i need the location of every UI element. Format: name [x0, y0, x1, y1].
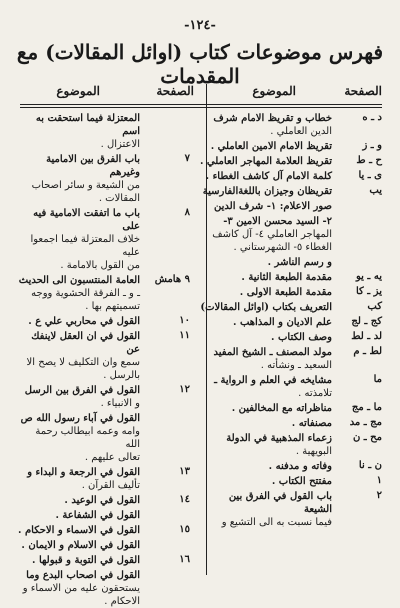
index-entry	[198, 475, 382, 488]
index-entry	[18, 207, 190, 272]
entry-topic	[198, 475, 332, 488]
entry-topic-line: السعيد ـ ونشأته .	[260, 360, 332, 371]
entry-topic-line: القول في محاربي علي ع .	[28, 316, 140, 327]
entry-topic	[198, 200, 332, 213]
entry-page-ref: يب	[369, 185, 382, 196]
index-entry	[198, 374, 382, 400]
index-entry	[198, 432, 382, 458]
entry-topic-line: القول في آباء رسول الله ص	[20, 413, 140, 424]
entry-topic	[198, 331, 332, 344]
entry-topic	[198, 140, 332, 153]
entry-topic-line: مشايخه في العلم و الرواية ـ	[214, 375, 332, 386]
index-entry	[18, 274, 190, 313]
index-column-right	[198, 112, 382, 529]
entry-topic	[198, 490, 332, 529]
index-entry	[18, 384, 190, 410]
entry-page-ref: ١٢	[179, 384, 190, 395]
entry-topic-line: خلاف المعتزلة فيما اجمعوا عليه	[30, 234, 140, 258]
header-rule	[20, 104, 382, 105]
entry-topic	[18, 494, 140, 507]
entry-topic-line: من الشيعة و سائر اصحاب	[31, 180, 140, 191]
entry-topic-line: الدين العاملي .	[270, 126, 332, 137]
entry-topic	[198, 286, 332, 299]
entry-topic	[198, 170, 332, 183]
entry-topic-line: الغطاء ٥- الشهرستاني .	[233, 242, 332, 253]
entry-topic	[198, 432, 332, 458]
entry-topic-line: القول في التوبة و قبولها .	[32, 555, 140, 566]
entry-topic	[18, 466, 140, 492]
index-column-left	[18, 112, 190, 608]
entry-topic-line: مصنفاته .	[291, 418, 332, 429]
entry-topic-line: القول في اصحاب البدع وما	[26, 570, 140, 581]
entry-topic	[18, 569, 140, 608]
entry-page-ref: ١٣	[179, 466, 190, 477]
index-entry	[18, 539, 190, 552]
index-entry	[18, 330, 190, 382]
index-entry	[198, 271, 382, 284]
entry-page-ref: مح ـ ن	[352, 432, 382, 443]
entry-topic-line: تقريظ الامام الامين العاملي .	[210, 141, 332, 152]
entry-topic-line: من القول بالامامة .	[60, 260, 140, 271]
entry-page-ref: لد ـ لط	[351, 331, 382, 342]
index-entry	[18, 466, 190, 492]
entry-page-ref: ن ـ نا	[358, 460, 382, 471]
entry-topic-line: مقدمة الطبعة الاولى .	[239, 287, 332, 298]
entry-topic	[18, 384, 140, 410]
entry-topic-line: زعماء المذهبية في الدولة	[226, 433, 332, 444]
entry-topic-line: القول في الوعيد .	[64, 495, 140, 506]
entry-topic	[198, 417, 332, 430]
entry-topic-line: ـ و ـ الفرقة الحشوية ووجه	[31, 288, 140, 299]
entry-page-ref: ح ـ ط	[356, 155, 382, 166]
entry-page-ref: ى ـ يا	[358, 170, 382, 181]
entry-topic-line: تلامذته .	[298, 388, 332, 399]
entry-topic-line: وامه وعمه ابيطالب رحمة الله	[35, 426, 140, 450]
entry-page-ref: ١٠	[179, 315, 190, 326]
header-topic-left: الموضوع	[56, 84, 100, 98]
entry-topic	[18, 554, 140, 567]
entry-topic-line: و رسم الناشر .	[267, 257, 332, 268]
index-entry	[198, 155, 382, 168]
entry-topic	[198, 155, 332, 168]
entry-topic-line: المقالات .	[98, 193, 140, 204]
entry-page-ref: يز ـ كا	[355, 286, 382, 297]
index-entry	[198, 316, 382, 329]
index-entry	[198, 112, 382, 138]
entry-topic-line: القول في الرجعة و البداء و	[27, 467, 140, 478]
entry-page-ref: ما ـ مج	[351, 402, 382, 413]
entry-topic	[18, 412, 140, 464]
entry-topic-line: علم الاديان و المذاهب .	[232, 317, 332, 328]
entry-page-ref: ٨	[184, 207, 190, 218]
entry-topic-line: القول في الاسلام و الايمان .	[21, 540, 140, 551]
entry-topic	[18, 524, 140, 537]
index-entry	[198, 417, 382, 430]
entry-topic-line: وفاته و مدفنه .	[268, 461, 332, 472]
entry-topic-line: العامة المنتسبون الى الحديث	[18, 275, 140, 286]
index-entry	[198, 170, 382, 183]
entry-topic	[18, 207, 140, 272]
index-entry	[198, 402, 382, 415]
header-rule-double	[20, 107, 382, 108]
entry-topic	[18, 330, 140, 382]
entry-page-ref: مج ـ مد	[349, 417, 382, 428]
index-entry	[198, 286, 382, 299]
index-entry	[198, 215, 382, 254]
entry-topic	[198, 374, 332, 400]
index-entry	[198, 301, 382, 314]
entry-topic-line: القول في الشفاعة .	[55, 510, 140, 521]
entry-page-ref: يه ـ يو	[356, 271, 382, 282]
entry-topic-line: مقدمة الطبعة الثانية .	[241, 272, 332, 283]
entry-topic-line: تسميتهم بها .	[85, 301, 140, 312]
entry-topic-line: باب الفرق بين الامامية وغيرهم	[46, 154, 140, 178]
index-entry	[198, 460, 382, 473]
entry-topic-line: القول في ان العقل لاينفك عن	[31, 331, 140, 355]
entry-page-ref: ١١	[179, 330, 190, 341]
entry-page-ref: د ـ ه	[362, 112, 382, 123]
page-title: فهرس موضوعات كتاب (اوائل المقالات) مع المقدمات	[16, 40, 384, 88]
entry-topic-line: القول في الاسماء و الاحكام .	[18, 525, 140, 536]
entry-page-ref: ٢	[376, 490, 382, 501]
index-entry	[198, 140, 382, 153]
entry-topic	[198, 256, 332, 269]
index-entry	[198, 200, 382, 213]
entry-topic-line: يستحقون عليه من الاسماء و	[22, 583, 140, 594]
entry-topic	[18, 539, 140, 552]
entry-topic	[18, 112, 140, 151]
entry-topic	[18, 153, 140, 205]
entry-topic-line: باب القول في الفرق بين الشيعة	[228, 491, 332, 515]
index-entry	[18, 509, 190, 522]
entry-topic-line: تقريظ العلامة المهاجر العاملي .	[199, 156, 332, 167]
index-entry	[198, 490, 382, 529]
entry-page-ref: ١٤	[179, 494, 190, 505]
entry-topic-line: خطاب و تقريظ الامام شرف	[213, 113, 332, 124]
entry-topic-line: القول في الفرق بين الرسل	[24, 385, 140, 396]
index-entry	[198, 331, 382, 344]
entry-page-ref: ١٥	[179, 524, 190, 535]
entry-topic-line: المعتزلة فيما استحقت به اسم	[35, 113, 140, 137]
index-entry	[18, 554, 190, 567]
entry-topic-line: فيما نسبت به الى التشيع و	[221, 517, 332, 528]
header-page-right: الصفحة	[344, 84, 382, 98]
entry-topic-line: مفتتح الكتاب .	[271, 476, 332, 487]
entry-topic	[198, 185, 332, 198]
entry-topic	[198, 112, 332, 138]
entry-topic	[198, 271, 332, 284]
entry-topic	[198, 215, 332, 254]
entry-page-ref: ١٦	[179, 554, 190, 565]
entry-topic-line: سمع وان التكليف لا يصح الا	[26, 357, 140, 368]
entry-topic-line: مولد المصنف ـ الشيخ المفيد	[213, 347, 332, 358]
page-number: -١٢٤-	[184, 18, 216, 33]
entry-topic-line: وصف الكتاب .	[271, 332, 332, 343]
entry-topic-line: التعريف بكتاب (اوائل المقالات)	[200, 302, 332, 313]
entry-topic	[198, 316, 332, 329]
entry-topic-line: الاعتزال .	[100, 139, 140, 150]
index-entry	[198, 185, 382, 198]
entry-topic	[198, 402, 332, 415]
index-entry	[198, 256, 382, 269]
entry-page-ref: كب	[367, 301, 382, 312]
entry-topic-line: تأليف القرآن .	[81, 480, 140, 491]
entry-topic-line: الاحكام .	[104, 596, 140, 607]
entry-page-ref: كج ـ لج	[351, 316, 382, 327]
entry-page-ref: ٩ هامش	[154, 274, 190, 285]
header-page-left: الصفحة	[156, 84, 194, 98]
entry-topic-line: و الانبياء .	[100, 398, 140, 409]
entry-page-ref: ٧	[184, 153, 190, 164]
index-entry	[18, 494, 190, 507]
entry-topic-line: كلمة الامام آل كاشف الغطاء .	[205, 171, 332, 182]
entry-topic	[198, 301, 332, 314]
entry-topic-line: ٢- السيد محسن الامين ٣-	[223, 216, 332, 227]
entry-topic-line: البويهية .	[295, 446, 332, 457]
entry-topic	[18, 509, 140, 522]
entry-topic	[18, 274, 140, 313]
index-entry	[18, 524, 190, 537]
entry-page-ref: ما	[373, 374, 382, 385]
header-topic-right: الموضوع	[252, 84, 296, 98]
index-entry	[18, 112, 190, 151]
entry-page-ref: ١	[376, 475, 382, 486]
entry-topic	[198, 460, 332, 473]
index-entry	[18, 153, 190, 205]
entry-topic-line: بالرسل .	[103, 370, 140, 381]
index-entry	[18, 412, 190, 464]
index-entry	[18, 569, 190, 608]
entry-page-ref: و ـ ز	[362, 140, 382, 151]
index-entry	[18, 315, 190, 328]
entry-topic-line: تقريظان وجيزان باللغةالفارسية	[202, 186, 332, 197]
entry-topic	[18, 315, 140, 328]
entry-topic-line: المهاجر العاملي ٤- آل كاشف	[212, 229, 332, 240]
entry-topic-line: باب ما اتفقت الامامية فيه على	[33, 208, 140, 232]
entry-topic-line: صور الاعلام: ١- شرف الدين	[214, 201, 332, 212]
entry-topic-line: تعالى عليهم .	[84, 452, 140, 463]
entry-topic-line: مناظراته مع المخالفين .	[231, 403, 332, 414]
entry-topic	[198, 346, 332, 372]
index-entry	[198, 346, 382, 372]
entry-page-ref: لط ـ م	[353, 346, 382, 357]
